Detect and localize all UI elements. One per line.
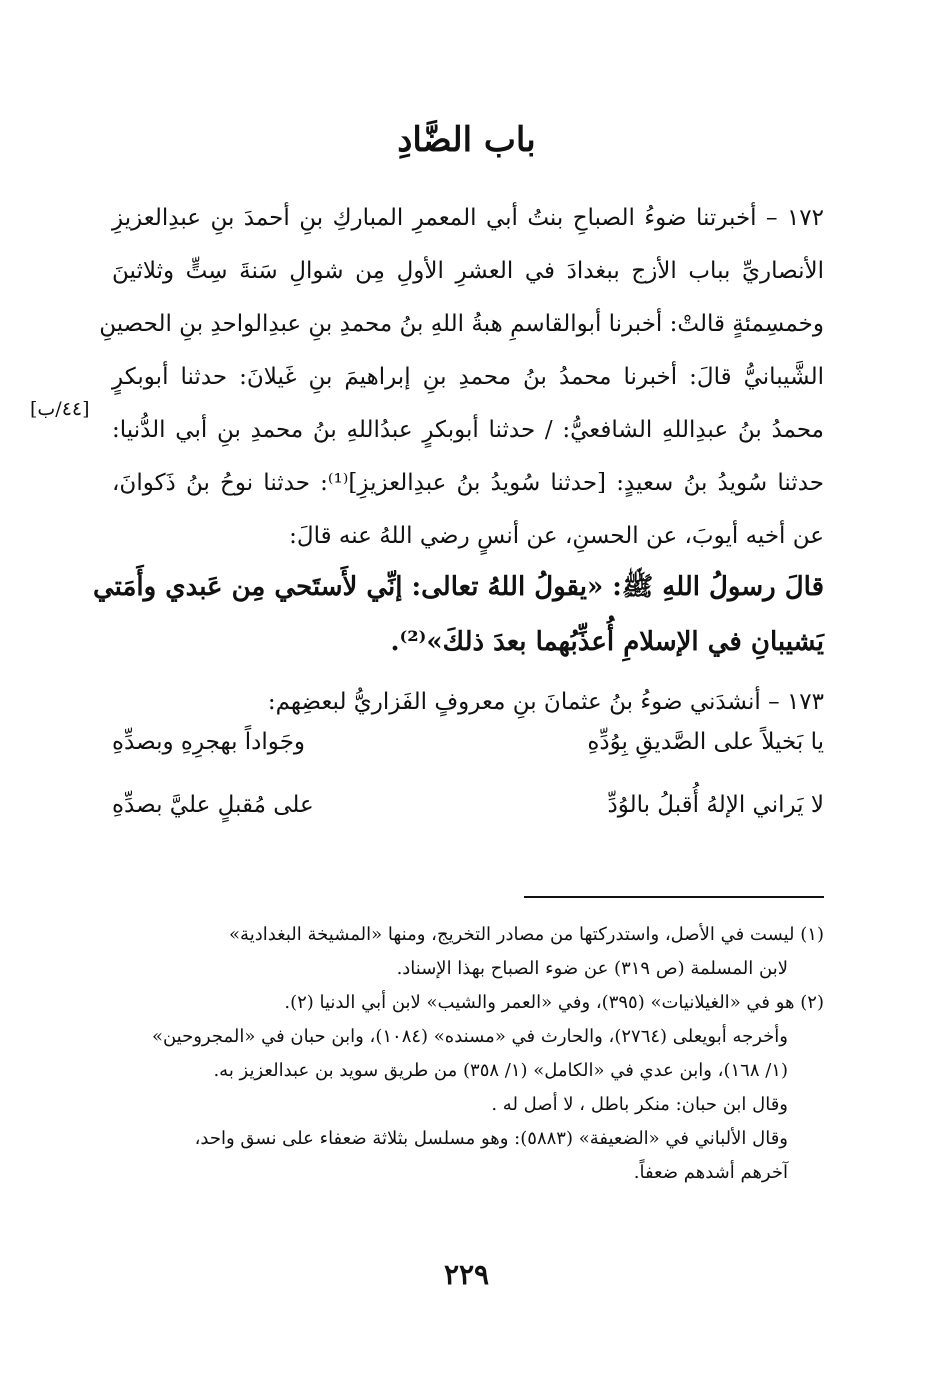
footnote-line: وأخرجه أبويعلى (٢٧٦٤)، والحارث في «مسنده» (١٠٨٤)، وابن حبان في «المجروحين»: [151, 1026, 788, 1047]
page-number: ٢٢٩: [443, 1258, 490, 1291]
footnote-line: وقال ابن حبان: منكر باطل ، لا أصل له .: [491, 1094, 788, 1115]
footnote-line: (١/ ١٦٨)، وابن عدي في «الكامل» (١/ ٣٥٨) من طريق سويد بن عبدالعزيز به.: [213, 1060, 788, 1081]
hadith-text: [92, 560, 824, 670]
hadith-line: يَشيبانِ في الإسلامِ أُعذِّبُهما بعدَ ذلكَ»⁽²⁾.: [390, 627, 824, 657]
entry-172-line: محمدُ بنُ عبدِاللهِ الشافعيُّ: / حدثنا أبوبكرٍ عبدُاللهِ بنُ محمدِ بنِ أبي الدُّنيا:: [112, 417, 824, 443]
entry-172-line: ١٧٢ – أخبرتنا ضوءُ الصباحِ بنتُ أبي المعمرِ المباركِ بنِ أحمدَ بنِ عبدِالعزيزِ: [112, 205, 824, 231]
verse-first-hemistich: لا يَراني الإلهُ أُقبلُ بالوُدِّ: [607, 792, 824, 818]
footnote-separator: [524, 896, 824, 898]
entry-172-line: عن أخيه أيوبَ، عن الحسنِ، عن أنسٍ رضي اللهُ عنه قالَ:: [289, 523, 824, 549]
footnote-line: (٢) هو في «الغيلانيات» (٣٩٥)، وفي «العمر والشيب» لابن أبي الدنيا (٢).: [284, 992, 824, 1013]
footnote-line: لابن المسلمة (ص ٣١٩) عن ضوء الصباح بهذا الإسناد.: [396, 958, 788, 979]
footnote-line: آخرهم أشدهم ضعفاً.: [633, 1162, 788, 1183]
entry-172-line: وخمسِمئةٍ قالتْ: أخبرنا أبوالقاسمِ هبةُ اللهِ بنُ محمدِ بنِ عبدِالواحدِ بنِ الحصينِ: [99, 311, 824, 337]
verse-second-hemistich: وجَواداً بهجرِهِ وبصدِّهِ: [112, 729, 306, 755]
footnote-line: وقال الألباني في «الضعيفة» (٥٨٨٣): وهو مسلسل بثلاثة ضعفاء على نسق واحد،: [194, 1128, 788, 1149]
footnotes: [112, 918, 824, 1190]
entry-172-line: حدثنا سُويدُ بنُ سعيدٍ: [حدثنا سُويدُ بنُ عبدِالعزيزِ]⁽¹⁾: حدثنا نوحُ بنُ ذَكوانَ،: [112, 470, 824, 496]
entry-172-line: الشَّيبانيُّ قالَ: أخبرنا محمدُ بنُ محمدِ بنِ إبراهيمَ بنِ غَيلانَ: حدثنا أبوبكرٍ: [112, 364, 824, 390]
entry-172: [99, 192, 824, 563]
chapter-title: باب الضَّادِ: [397, 120, 536, 160]
entry-173-intro: ١٧٣ – أنشدَني ضوءُ بنُ عثمانَ بنِ معروفٍ الفَزاريُّ لبعضِهم:: [267, 689, 824, 715]
entry-172-line: الأنصاريِّ بباب الأزج ببغدادَ في العشرِ الأولِ مِن شوالِ سَنةَ سِتٍّ وثلاثينَ: [112, 258, 824, 284]
hadith-line: قالَ رسولُ اللهِ ﷺ: «يقولُ اللهُ تعالى: إنِّي لأَستَحي مِن عَبدي وأَمَتي: [92, 572, 824, 602]
footnote-line: (١) ليست في الأصل، واستدركتها من مصادر التخريج، ومنها «المشيخة البغدادية»: [229, 924, 824, 945]
manuscript-folio-marker: [٤٤/ب]: [30, 398, 90, 420]
verse-row: [112, 729, 824, 782]
verse-second-hemistich: على مُقبلٍ عليَّ بصدِّهِ: [112, 792, 314, 818]
verse-row: [112, 792, 824, 845]
verse-first-hemistich: يا بَخيلاً على الصَّديقِ بِوُدِّهِ: [587, 729, 824, 755]
